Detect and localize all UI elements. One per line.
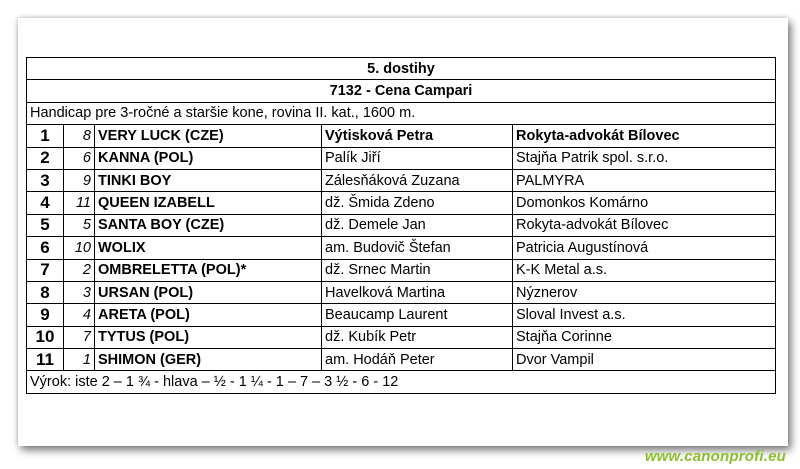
start-number-cell: 10 bbox=[64, 237, 95, 259]
start-number-cell: 9 bbox=[64, 169, 95, 191]
jockey-cell: Výtisková Petra bbox=[322, 125, 513, 147]
owner-cell: Nýznerov bbox=[513, 281, 776, 303]
jockey-cell: Havelková Martina bbox=[322, 281, 513, 303]
owner-cell: Rokyta-advokát Bílovec bbox=[513, 125, 776, 147]
owner-cell: Rokyta-advokát Bílovec bbox=[513, 214, 776, 236]
horse-name-cell: WOLIX bbox=[95, 237, 322, 259]
owner-cell: Stajňa Patrik spol. s.r.o. bbox=[513, 147, 776, 169]
place-cell: 8 bbox=[27, 281, 64, 303]
table-row bbox=[27, 304, 776, 326]
owner-cell: Patricia Augustínová bbox=[513, 237, 776, 259]
start-number-cell: 4 bbox=[64, 304, 95, 326]
start-number-cell: 6 bbox=[64, 147, 95, 169]
place-cell: 10 bbox=[27, 326, 64, 348]
table-row bbox=[27, 349, 776, 371]
start-number-cell: 8 bbox=[64, 125, 95, 147]
place-cell: 4 bbox=[27, 192, 64, 214]
jockey-cell: Palík Jiří bbox=[322, 147, 513, 169]
place-cell: 1 bbox=[27, 125, 64, 147]
jockey-cell: am. Budovič Štefan bbox=[322, 237, 513, 259]
owner-cell: Stajňa Corinne bbox=[513, 326, 776, 348]
start-number-cell: 1 bbox=[64, 349, 95, 371]
race-conditions: Handicap pre 3-ročné a staršie kone, rovina II. kat., 1600 m. bbox=[27, 102, 776, 124]
place-cell: 11 bbox=[27, 349, 64, 371]
place-cell: 9 bbox=[27, 304, 64, 326]
owner-cell: Dvor Vampil bbox=[513, 349, 776, 371]
horse-name-cell: ARETA (POL) bbox=[95, 304, 322, 326]
results-table bbox=[26, 57, 776, 394]
place-cell: 7 bbox=[27, 259, 64, 281]
race-title: 7132 - Cena Campari bbox=[27, 80, 776, 102]
start-number-cell: 3 bbox=[64, 281, 95, 303]
owner-cell: K-K Metal a.s. bbox=[513, 259, 776, 281]
table-row bbox=[27, 125, 776, 147]
jockey-cell: am. Hodáň Peter bbox=[322, 349, 513, 371]
table-row bbox=[27, 147, 776, 169]
start-number-cell: 7 bbox=[64, 326, 95, 348]
jockey-cell: dž. Demele Jan bbox=[322, 214, 513, 236]
place-cell: 3 bbox=[27, 169, 64, 191]
jockey-cell: dž. Srnec Martin bbox=[322, 259, 513, 281]
table-row bbox=[27, 259, 776, 281]
table-row bbox=[27, 326, 776, 348]
horse-name-cell: URSAN (POL) bbox=[95, 281, 322, 303]
jockey-cell: dž. Kubík Petr bbox=[322, 326, 513, 348]
horse-name-cell: SHIMON (GER) bbox=[95, 349, 322, 371]
margins-row bbox=[27, 371, 776, 393]
jockey-cell: Beaucamp Laurent bbox=[322, 304, 513, 326]
owner-cell: Sloval Invest a.s. bbox=[513, 304, 776, 326]
table-row bbox=[27, 169, 776, 191]
place-cell: 5 bbox=[27, 214, 64, 236]
table-row bbox=[27, 214, 776, 236]
horse-name-cell: TYTUS (POL) bbox=[95, 326, 322, 348]
start-number-cell: 11 bbox=[64, 192, 95, 214]
start-number-cell: 2 bbox=[64, 259, 95, 281]
table-row bbox=[27, 237, 776, 259]
jockey-cell: Zálesňáková Zuzana bbox=[322, 169, 513, 191]
place-cell: 2 bbox=[27, 147, 64, 169]
table-row bbox=[27, 281, 776, 303]
watermark-text: www.canonprofi.eu bbox=[644, 448, 786, 465]
owner-cell: PALMYRA bbox=[513, 169, 776, 191]
horse-name-cell: TINKI BOY bbox=[95, 169, 322, 191]
place-cell: 6 bbox=[27, 237, 64, 259]
jockey-cell: dž. Šmida Zdeno bbox=[322, 192, 513, 214]
horse-name-cell: KANNA (POL) bbox=[95, 147, 322, 169]
race-margins: Výrok: iste 2 – 1 ¾ - hlava – ½ - 1 ¼ - 1 – 7 – 3 ½ - 6 - 12 bbox=[27, 371, 776, 393]
race-title-row bbox=[27, 80, 776, 102]
race-number-row bbox=[27, 58, 776, 80]
horse-name-cell: QUEEN IZABELL bbox=[95, 192, 322, 214]
start-number-cell: 5 bbox=[64, 214, 95, 236]
race-number: 5. dostihy bbox=[27, 58, 776, 80]
owner-cell: Domonkos Komárno bbox=[513, 192, 776, 214]
horse-name-cell: SANTA BOY (CZE) bbox=[95, 214, 322, 236]
race-conditions-row bbox=[27, 102, 776, 124]
horse-name-cell: VERY LUCK (CZE) bbox=[95, 125, 322, 147]
table-row bbox=[27, 192, 776, 214]
horse-name-cell: OMBRELETTA (POL)* bbox=[95, 259, 322, 281]
